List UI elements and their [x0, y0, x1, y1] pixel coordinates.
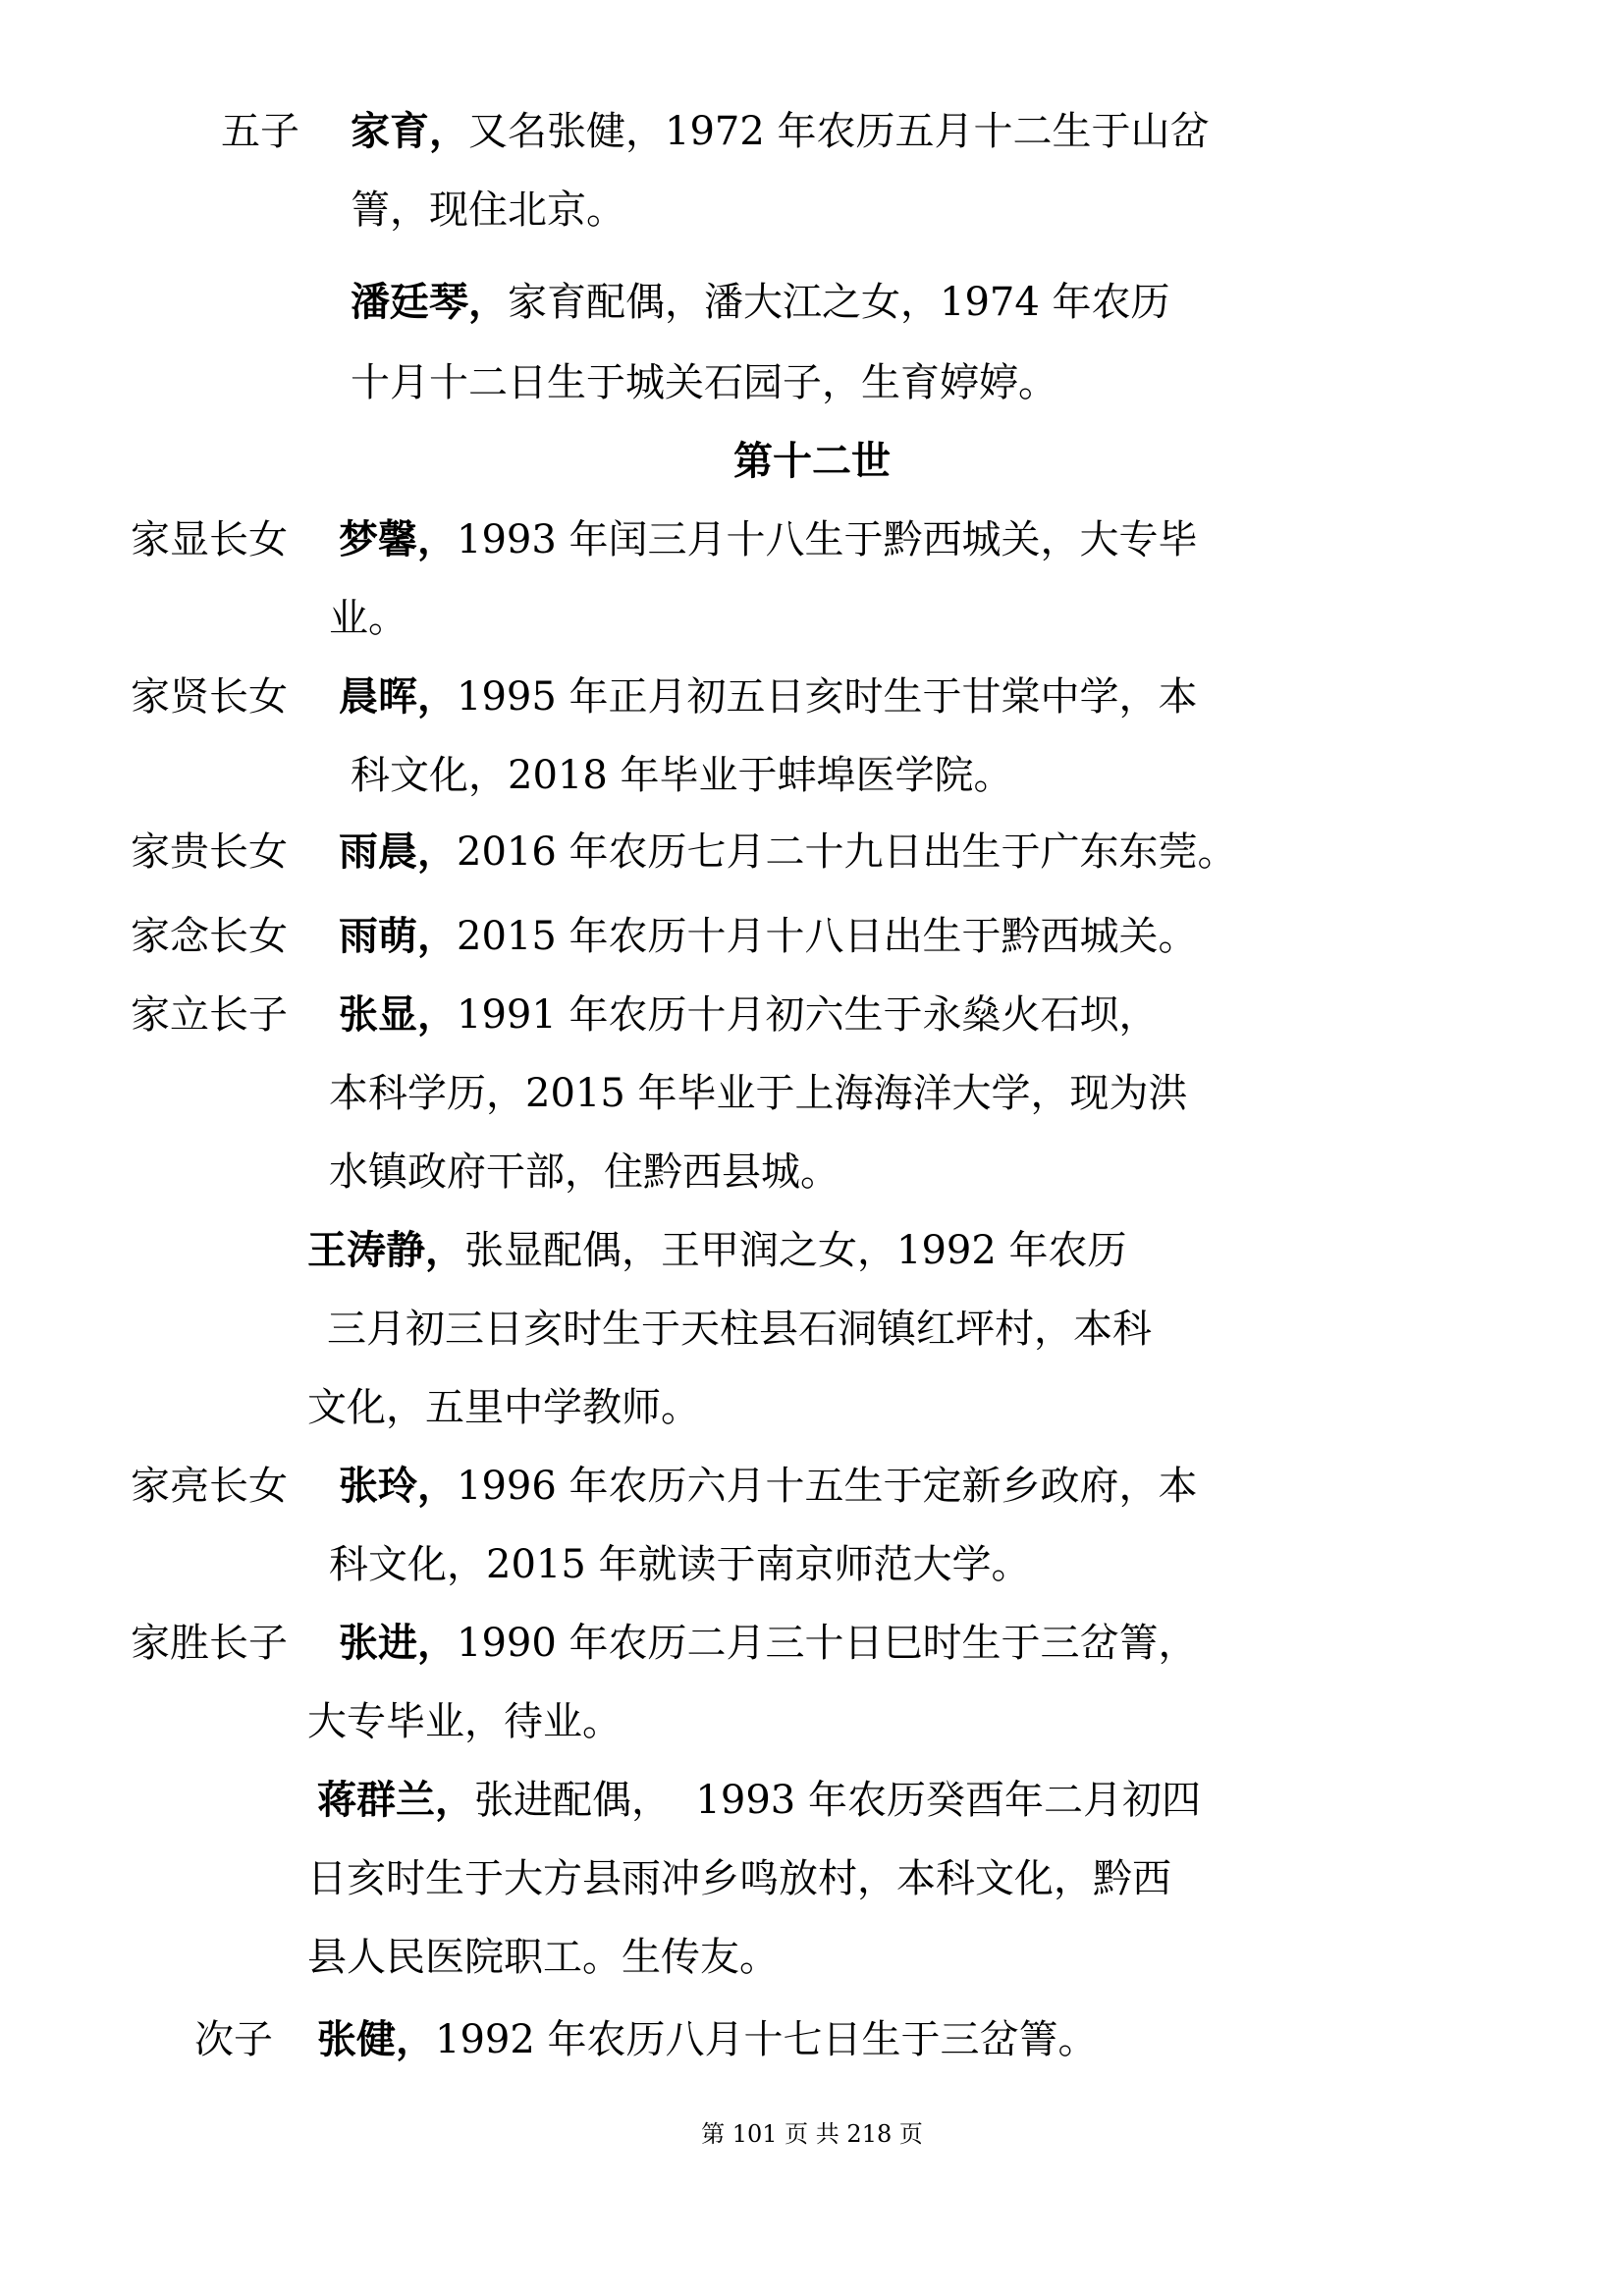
person-name: 雨萌，: [339, 914, 457, 959]
entry-text: 又名张健，1972 年农历五月十二生于山岔: [468, 109, 1210, 154]
entry-line: [339, 909, 1198, 964]
person-name: 梦馨，: [339, 517, 457, 562]
person-name: 家育，: [351, 109, 468, 154]
entry-line: [339, 669, 1198, 724]
entry-text: 张显配偶，王甲润之女，1992 年农历: [464, 1228, 1127, 1273]
entry-line: [317, 1773, 1201, 1828]
entry-line: [307, 1223, 1127, 1278]
entry-label: 家显长女: [131, 517, 288, 562]
entry-text: 2016 年农历七月二十九日出生于广东东莞。: [457, 829, 1237, 875]
entry-line: [339, 988, 1159, 1042]
entry-line: [339, 1616, 1198, 1671]
person-name: 雨晨，: [339, 829, 457, 875]
entry-line: 业。: [329, 596, 407, 641]
entry-label: 家亮长女: [131, 1464, 288, 1509]
entry-text: 家育配偶，潘大江之女，1974 年农历: [508, 280, 1170, 325]
entry-line: 大专毕业，待业。: [307, 1699, 622, 1744]
entry-line: [351, 104, 1210, 159]
entry-text: 1991 年农历十月初六生于永燊火石坝，: [457, 992, 1159, 1038]
person-name: 张进，: [339, 1621, 457, 1666]
person-name: 晨晖，: [339, 674, 457, 720]
generation-heading: 第十二世: [733, 439, 891, 484]
entry-text: 1990 年农历二月三十日巳时生于三岔箐，: [457, 1621, 1198, 1666]
entry-label: 家贤长女: [131, 674, 288, 720]
entry-text: 1995 年正月初五日亥时生于甘棠中学，本: [457, 674, 1198, 720]
entry-line: 十月十二日生于城关石园子，生育婷婷。: [351, 360, 1057, 405]
entry-line: 科文化，2015 年就读于南京师范大学。: [329, 1542, 1031, 1587]
entry-line: 科文化，2018 年毕业于蚌埠医学院。: [351, 753, 1013, 798]
entry-line: [339, 825, 1237, 880]
person-name: 王涛静，: [307, 1228, 464, 1273]
entry-label: 五子: [221, 109, 299, 154]
entry-line: 三月初三日亥时生于天柱县石洞镇红坪村，本科: [327, 1307, 1152, 1352]
person-name: 张玲，: [339, 1464, 457, 1509]
entry-line: 文化，五里中学教师。: [307, 1385, 700, 1430]
entry-label: 家念长女: [131, 914, 288, 959]
person-name: 张健，: [317, 2017, 435, 2062]
person-name: 张显，: [339, 992, 457, 1038]
entry-line: 县人民医院职工。生传友。: [307, 1935, 779, 1980]
entry-line: 水镇政府干部，住黔西县城。: [329, 1149, 839, 1195]
entry-line: 本科学历，2015 年毕业于上海海洋大学，现为洪: [329, 1071, 1188, 1116]
entry-label: 家胜长子: [131, 1621, 288, 1666]
entry-line: 日亥时生于大方县雨冲乡鸣放村，本科文化，黔西: [307, 1856, 1171, 1901]
entry-line: [351, 275, 1170, 330]
entry-label: 家立长子: [131, 992, 288, 1038]
person-name: 蒋群兰，: [317, 1778, 474, 1823]
entry-label: 家贵长女: [131, 829, 288, 875]
entry-text: 1996 年农历六月十五生于定新乡政府，本: [457, 1464, 1198, 1509]
entry-line: 箐，现住北京。: [351, 187, 625, 233]
entry-text: 1993 年闰三月十八生于黔西城关，大专毕: [457, 517, 1198, 562]
entry-line: [317, 2012, 1098, 2067]
entry-line: [339, 512, 1198, 567]
entry-line: [339, 1459, 1198, 1514]
entry-label: 次子: [194, 2017, 273, 2062]
entry-text: 张进配偶， 1993 年农历癸酉年二月初四: [474, 1778, 1201, 1823]
entry-text: 1992 年农历八月十七日生于三岔箐。: [435, 2017, 1098, 2062]
page-footer: 第 101 页 共 218 页: [701, 2120, 923, 2148]
person-name: 潘廷琴，: [351, 280, 508, 325]
entry-text: 2015 年农历十月十八日出生于黔西城关。: [457, 914, 1198, 959]
